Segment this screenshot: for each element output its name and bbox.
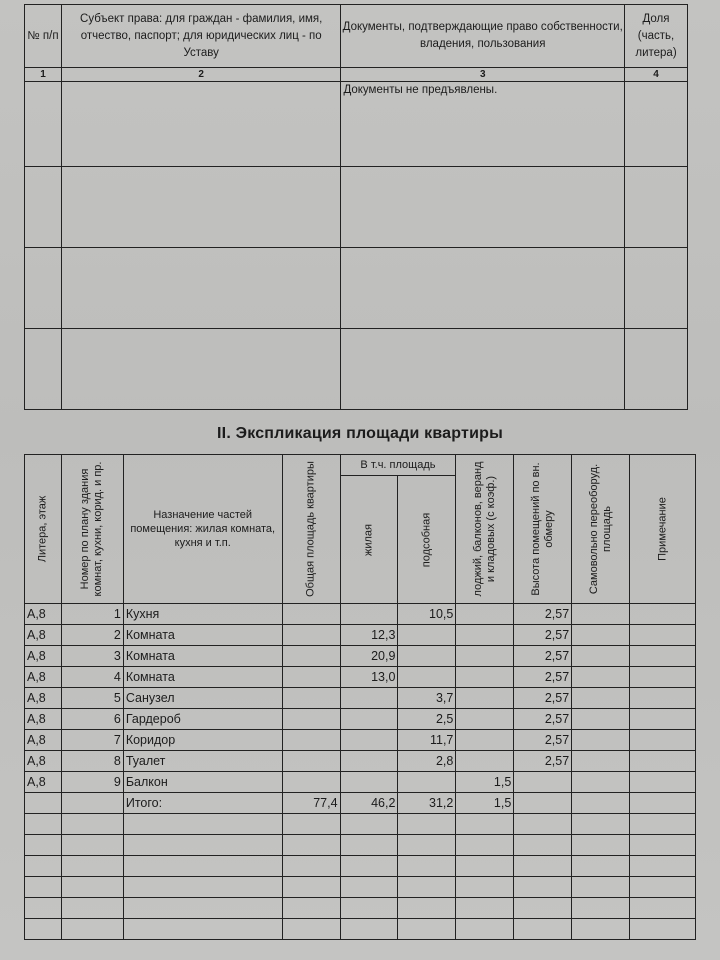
- cell-total: [282, 625, 340, 646]
- cell-self: [572, 646, 630, 667]
- cell-litera: А,8: [25, 772, 62, 793]
- header-note: Примечание: [630, 455, 696, 604]
- cell-empty: [25, 835, 62, 856]
- header-living: жилая: [340, 476, 398, 604]
- cell-empty: [340, 898, 398, 919]
- table-row: [25, 772, 696, 793]
- cell-note: [630, 625, 696, 646]
- cell-height: 2,57: [514, 604, 572, 625]
- cell-empty: [456, 856, 514, 877]
- cell-name: Туалет: [123, 751, 282, 772]
- cell-empty: [456, 919, 514, 940]
- totals-living: 46,2: [340, 793, 398, 814]
- header-litera: Литера, этаж: [25, 455, 62, 604]
- cell-no: 4: [61, 667, 123, 688]
- cell-empty: [282, 856, 340, 877]
- empty-row: [25, 877, 696, 898]
- cell-note: [630, 751, 696, 772]
- rights-colnum-row: [25, 68, 688, 82]
- empty-row: [25, 814, 696, 835]
- table-row: [25, 646, 696, 667]
- cell-empty: [514, 856, 572, 877]
- cell-living: [340, 751, 398, 772]
- empty-row: [25, 835, 696, 856]
- cell-total: [282, 646, 340, 667]
- cell-self: [572, 730, 630, 751]
- cell-empty: [25, 856, 62, 877]
- cell-empty: [572, 898, 630, 919]
- cell-living: 13,0: [340, 667, 398, 688]
- cell-no: 2: [61, 625, 123, 646]
- cell-loggia: [456, 625, 514, 646]
- cell-total: [282, 604, 340, 625]
- cell-loggia: [456, 688, 514, 709]
- cell-note: [630, 688, 696, 709]
- cell-empty: [282, 814, 340, 835]
- cell-loggia: [456, 646, 514, 667]
- cell-empty: [340, 856, 398, 877]
- cell-empty: [61, 835, 123, 856]
- header-number: № п/п: [25, 5, 62, 68]
- cell-note: [630, 772, 696, 793]
- cell-living: [340, 604, 398, 625]
- cell-empty: [282, 919, 340, 940]
- cell-no: 7: [61, 730, 123, 751]
- cell-self: [572, 751, 630, 772]
- cell-litera: А,8: [25, 709, 62, 730]
- cell-empty: [25, 898, 62, 919]
- cell-empty: [25, 793, 62, 814]
- table-row: [25, 625, 696, 646]
- header-aux: подсобная: [398, 476, 456, 604]
- header-documents: Документы, подтверждающие право собственности, владения, пользования: [341, 5, 625, 68]
- cell-name: Комната: [123, 667, 282, 688]
- cell-aux: 2,5: [398, 709, 456, 730]
- cell-empty: [123, 814, 282, 835]
- documents-note: Документы не предъявлены.: [341, 82, 625, 167]
- cell-self: [572, 604, 630, 625]
- rights-header-row: [25, 5, 688, 68]
- cell-empty: [340, 919, 398, 940]
- empty-row: [25, 856, 696, 877]
- cell-empty: [630, 919, 696, 940]
- cell-note: [630, 646, 696, 667]
- cell-name: Балкон: [123, 772, 282, 793]
- cell-living: [340, 730, 398, 751]
- cell-note: [630, 667, 696, 688]
- cell-self: [572, 772, 630, 793]
- cell-height: [514, 772, 572, 793]
- header-height: Высота помещений по вн. обмеру: [514, 455, 572, 604]
- header-self-built: Самовольно переоборуд. площадь: [572, 455, 630, 604]
- cell-total: [282, 772, 340, 793]
- cell-empty: [572, 793, 630, 814]
- cell-no: 8: [61, 751, 123, 772]
- cell-name: Гардероб: [123, 709, 282, 730]
- cell-self: [572, 625, 630, 646]
- cell-name: Коридор: [123, 730, 282, 751]
- cell-empty: [456, 835, 514, 856]
- cell-name: Комната: [123, 646, 282, 667]
- cell-litera: А,8: [25, 604, 62, 625]
- cell-empty: [61, 856, 123, 877]
- totals-row: [25, 793, 696, 814]
- cell-total: [282, 730, 340, 751]
- totals-total: 77,4: [282, 793, 340, 814]
- header-purpose: Назначение частей помещения: жилая комната, кухня и т.п.: [123, 455, 282, 604]
- totals-aux: 31,2: [398, 793, 456, 814]
- cell-loggia: [456, 604, 514, 625]
- cell-empty: [61, 898, 123, 919]
- header-incl-area: В т.ч. площадь: [340, 455, 456, 476]
- cell-empty: [398, 919, 456, 940]
- cell-empty: [123, 835, 282, 856]
- cell-empty: [630, 793, 696, 814]
- cell-total: [282, 688, 340, 709]
- cell-note: [630, 730, 696, 751]
- rights-row: [25, 329, 688, 410]
- cell-living: [340, 709, 398, 730]
- cell-empty: [398, 856, 456, 877]
- rights-table: [24, 4, 688, 410]
- cell-aux: 3,7: [398, 688, 456, 709]
- cell-total: [282, 709, 340, 730]
- cell-total: [282, 667, 340, 688]
- cell-loggia: [456, 667, 514, 688]
- cell-note: [630, 604, 696, 625]
- cell-empty: [514, 793, 572, 814]
- cell-aux: 11,7: [398, 730, 456, 751]
- cell-no: 6: [61, 709, 123, 730]
- colnum: 4: [625, 68, 688, 82]
- header-share: Доля (часть, литера): [625, 5, 688, 68]
- empty-row: [25, 919, 696, 940]
- table-row: [25, 751, 696, 772]
- cell-empty: [630, 835, 696, 856]
- cell-empty: [282, 835, 340, 856]
- cell-empty: [456, 877, 514, 898]
- cell-empty: [398, 877, 456, 898]
- cell-litera: А,8: [25, 688, 62, 709]
- cell-name: Комната: [123, 625, 282, 646]
- cell-no: 3: [61, 646, 123, 667]
- table-row: [25, 667, 696, 688]
- cell-living: 12,3: [340, 625, 398, 646]
- cell-aux: 2,8: [398, 751, 456, 772]
- cell-empty: [572, 814, 630, 835]
- cell-no: 1: [61, 604, 123, 625]
- cell-height: 2,57: [514, 625, 572, 646]
- explication-header-row: [25, 455, 696, 476]
- cell-empty: [25, 919, 62, 940]
- cell-height: 2,57: [514, 751, 572, 772]
- cell-empty: [123, 856, 282, 877]
- cell-note: [630, 709, 696, 730]
- cell-self: [572, 667, 630, 688]
- totals-loggia: 1,5: [456, 793, 514, 814]
- cell-empty: [456, 814, 514, 835]
- explication-table: [24, 454, 696, 940]
- cell-empty: [514, 814, 572, 835]
- cell-loggia: 1,5: [456, 772, 514, 793]
- table-row: [25, 730, 696, 751]
- header-total-area: Общая площадь квартиры: [282, 455, 340, 604]
- cell-total: [282, 751, 340, 772]
- cell-empty: [630, 877, 696, 898]
- table-row: [25, 688, 696, 709]
- cell-self: [572, 688, 630, 709]
- cell-empty: [340, 835, 398, 856]
- cell-litera: А,8: [25, 625, 62, 646]
- cell-empty: [630, 898, 696, 919]
- cell-empty: [123, 898, 282, 919]
- cell-litera: А,8: [25, 646, 62, 667]
- cell-empty: [340, 877, 398, 898]
- cell-no: 5: [61, 688, 123, 709]
- colnum: 1: [25, 68, 62, 82]
- cell-empty: [25, 877, 62, 898]
- cell-empty: [61, 793, 123, 814]
- cell-empty: [630, 814, 696, 835]
- cell-aux: [398, 646, 456, 667]
- cell-empty: [398, 898, 456, 919]
- cell-loggia: [456, 751, 514, 772]
- cell-empty: [282, 877, 340, 898]
- cell-aux: 10,5: [398, 604, 456, 625]
- colnum: 2: [61, 68, 341, 82]
- cell-aux: [398, 772, 456, 793]
- cell-height: 2,57: [514, 646, 572, 667]
- cell-empty: [282, 898, 340, 919]
- cell-loggia: [456, 709, 514, 730]
- cell-empty: [514, 835, 572, 856]
- cell-empty: [630, 856, 696, 877]
- cell-name: Санузел: [123, 688, 282, 709]
- table-row: [25, 709, 696, 730]
- cell-aux: [398, 625, 456, 646]
- cell-empty: [123, 919, 282, 940]
- header-subject: Субъект права: для граждан - фамилия, имя, отчество, паспорт; для юридических лиц - по Уставу: [61, 5, 341, 68]
- table-row: [25, 604, 696, 625]
- rights-row: [25, 248, 688, 329]
- empty-row: [25, 898, 696, 919]
- rights-row: [25, 82, 688, 167]
- cell-empty: [25, 814, 62, 835]
- cell-no: 9: [61, 772, 123, 793]
- cell-living: 20,9: [340, 646, 398, 667]
- cell-empty: [514, 898, 572, 919]
- cell-self: [572, 709, 630, 730]
- cell-empty: [572, 919, 630, 940]
- header-room-number: Номер по плану здания комнат, кухни, корид. и пр.: [61, 455, 123, 604]
- cell-living: [340, 688, 398, 709]
- cell-empty: [514, 877, 572, 898]
- colnum: 3: [341, 68, 625, 82]
- header-loggia: лоджий, балконов, веранд и кладовых (с коэф.): [456, 455, 514, 604]
- cell-empty: [572, 856, 630, 877]
- cell-litera: А,8: [25, 667, 62, 688]
- cell-litera: А,8: [25, 751, 62, 772]
- cell-empty: [572, 877, 630, 898]
- cell-height: 2,57: [514, 730, 572, 751]
- cell-empty: [398, 814, 456, 835]
- cell-empty: [61, 814, 123, 835]
- totals-label: Итого:: [123, 793, 282, 814]
- rights-row: [25, 167, 688, 248]
- cell-living: [340, 772, 398, 793]
- cell-empty: [61, 919, 123, 940]
- cell-empty: [514, 919, 572, 940]
- cell-height: 2,57: [514, 709, 572, 730]
- cell-aux: [398, 667, 456, 688]
- cell-empty: [61, 877, 123, 898]
- cell-empty: [456, 898, 514, 919]
- cell-empty: [340, 814, 398, 835]
- cell-name: Кухня: [123, 604, 282, 625]
- cell-empty: [123, 877, 282, 898]
- cell-loggia: [456, 730, 514, 751]
- cell-height: 2,57: [514, 667, 572, 688]
- cell-litera: А,8: [25, 730, 62, 751]
- cell-empty: [572, 835, 630, 856]
- cell-height: 2,57: [514, 688, 572, 709]
- section-title: II. Экспликация площади квартиры: [217, 425, 503, 442]
- cell-empty: [398, 835, 456, 856]
